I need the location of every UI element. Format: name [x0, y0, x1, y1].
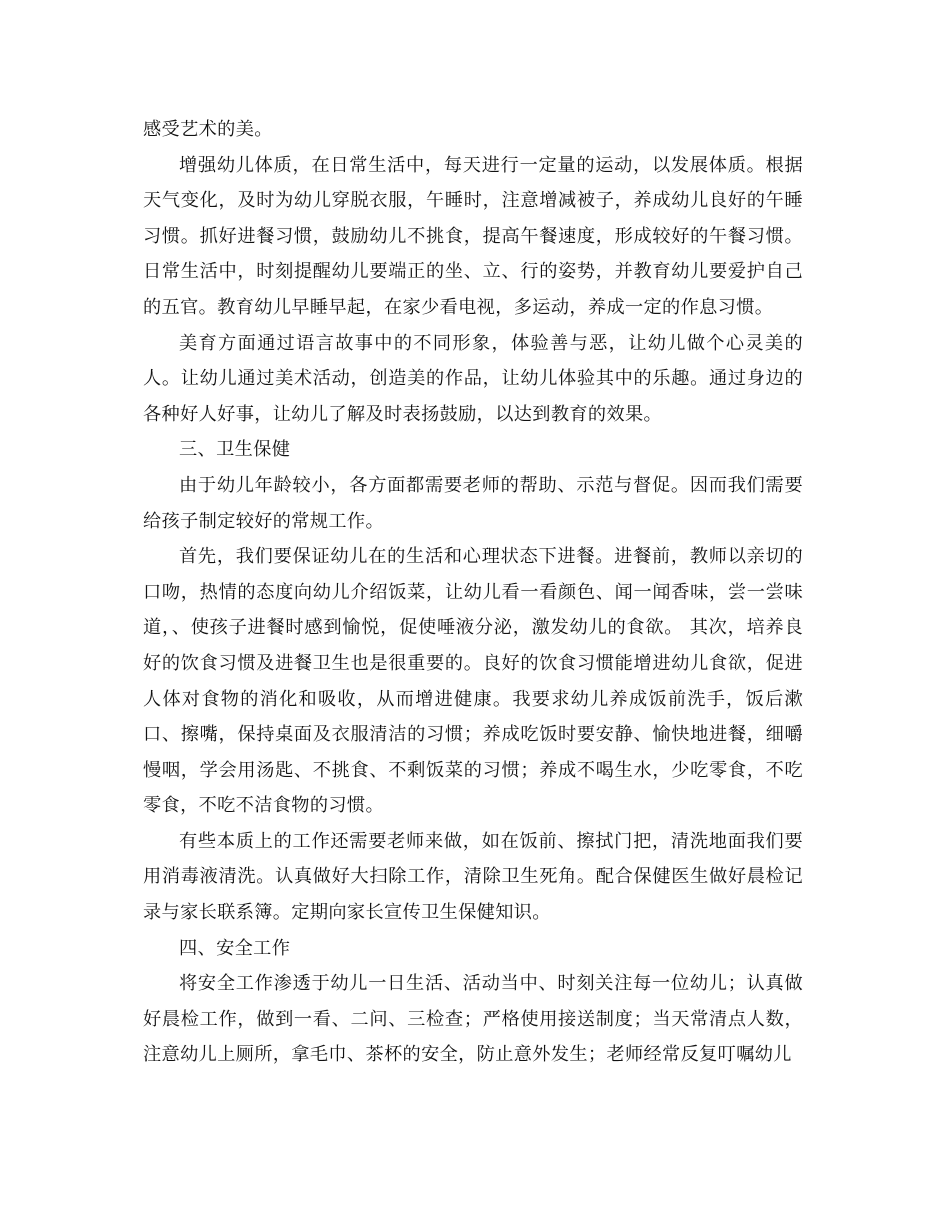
section-heading-safety: 四、安全工作	[179, 937, 291, 959]
section-heading-hygiene: 三、卫生保健	[179, 439, 291, 461]
paragraph-art-beauty-continued: 感受艺术的美。	[143, 119, 273, 140]
paragraph-safety-work: 将安全工作渗透于幼儿一日生活、活动当中、时刻关注每一位幼儿；认真做好晨检工作，做到一看、二问、三检查；严格使用接送制度；当天常清点人数，注意幼儿上厕所，拿毛巾、茶杯的安全，防止意外发生；老师经常反复叮嘱幼儿	[143, 973, 803, 1066]
paragraph-aesthetic-education: 美育方面通过语言故事中的不同形象，体验善与恶，让幼儿做个心灵美的人。让幼儿通过美术活动，创造美的作品，让幼儿体验其中的乐趣。通过身边的各种好人好事，让幼儿了解及时表扬鼓励，以达到教育的效果。	[143, 332, 803, 425]
document-body	[143, 112, 803, 1073]
paragraph-hygiene-intro: 由于幼儿年龄较小，各方面都需要老师的帮助、示范与督促。因而我们需要给孩子制定较好的常规工作。	[143, 474, 803, 532]
paragraph-cleaning-work: 有些本质上的工作还需要老师来做，如在饭前、擦拭门把，清洗地面我们要用消毒液清洗。认真做好大扫除工作，清除卫生死角。配合保健医生做好晨检记录与家长联系簿。定期向家长宣传卫生保健知识。	[143, 830, 803, 924]
paragraph-physical-health: 增强幼儿体质，在日常生活中，每天进行一定量的运动，以发展体质。根据天气变化，及时为幼儿穿脱衣服，午睡时，注意增减被子，养成幼儿良好的午睡习惯。抓好进餐习惯，鼓励幼儿不挑食，提高午餐速度，形成较好的午餐习惯。日常生活中，时刻提醒幼儿要端正的坐、立、行的姿势，并教育幼儿要爱护自己的五官。教育幼儿早睡早起，在家少看电视，多运动，养成一定的作息习惯。	[143, 154, 803, 318]
paragraph-meal-habits: 首先，我们要保证幼儿在的生活和心理状态下进餐。进餐前，教师以亲切的口吻，热情的态度向幼儿介绍饭菜，让幼儿看一看颜色、闻一闻香味，尝一尝味道，、使孩子进餐时感到愉悦，促使唾液分泌，激发幼儿的食欲。 其次，培养良好的饮食习惯及进餐卫生也是很重要的。良好的饮食习惯能增进幼儿食欲，促进人体对食物的消化和吸收，从而增进健康。我要求幼儿养成饭前洗手，饭后漱口、擦嘴，保持桌面及衣服清洁的习惯；养成吃饭时要安静、愉快地进餐，细嚼慢咽，学会用汤匙、不挑食、不剩饭菜的习惯；养成不喝生水，少吃零食，不吃零食，不吃不洁食物的习惯。	[143, 546, 803, 817]
